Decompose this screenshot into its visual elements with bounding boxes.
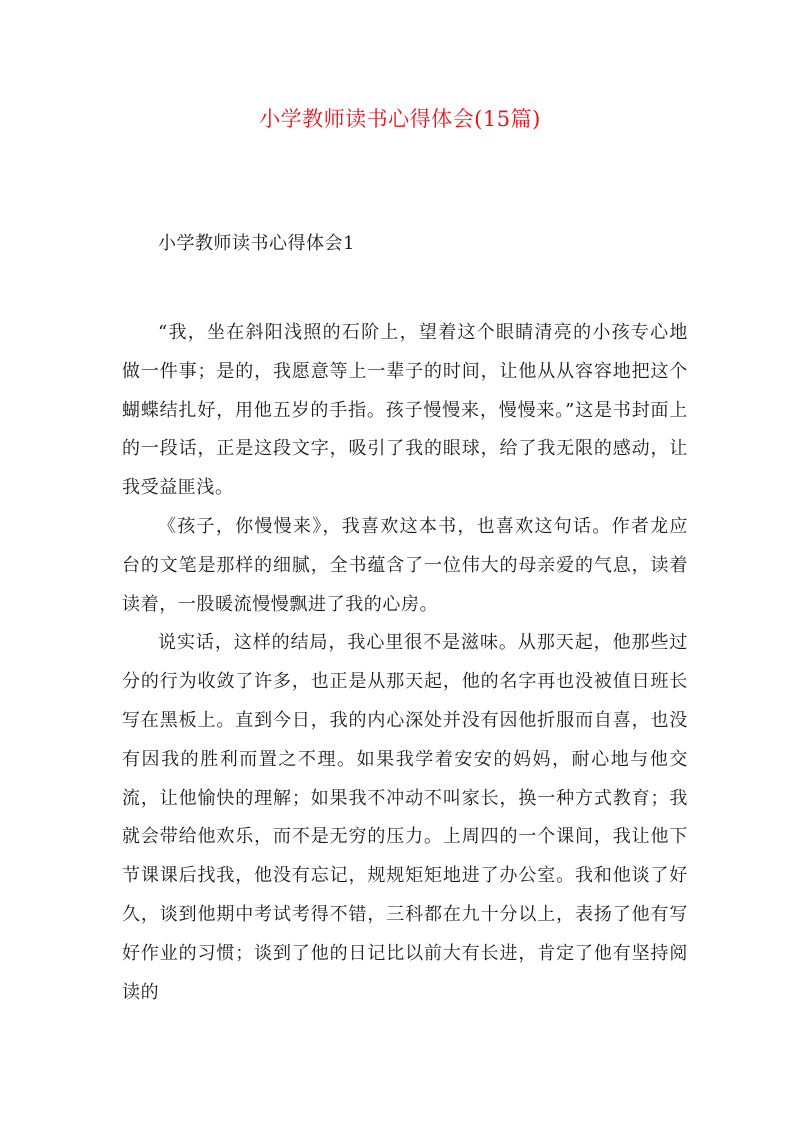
paragraph-1: “我，坐在斜阳浅照的石阶上，望着这个眼睛清亮的小孩专心地做一件事；是的，我愿意等上一辈子的时间，让他从从容容地把这个蝴蝶结扎好，用他五岁的手指。孩子慢慢来，慢慢来。”这是书封面上的一段话，正是这段文字，吸引了我的眼球，给了我无限的感动，让我受益匪浅。 <box>122 322 688 499</box>
paragraph-2: 《孩子，你慢慢来》，我喜欢这本书，也喜欢这句话。作者龙应台的文笔是那样的细腻，全书蕴含了一位伟大的母亲爱的气息，读着读着，一股暖流慢慢飘进了我的心房。 <box>122 515 688 615</box>
document-title: 小学教师读书心得体会(15篇) <box>259 107 541 131</box>
paragraph-3: 说实话，这样的结局，我心里很不是滋味。从那天起，他那些过分的行为收敛了许多，也正是从那天起，他的名字再也没被值日班长写在黑板上。直到今日，我的内心深处并没有因他折服而自喜，也没有因我的胜利而置之不理。如果我学着安安的妈妈，耐心地与他交流，让他愉快的理解；如果我不冲动不叫家长，换一种方式教育；我就会带给他欢乐，而不是无穷的压力。上周四的一个课间，我让他下节课课后找我，他没有忘记，规规矩矩地进了办公室。我和他谈了好久，谈到他期中考试考得不错，三科都在九十分以上，表扬了他有写好作业的习惯；谈到了他的日记比以前大有长进，肯定了他有坚持阅读的 <box>122 632 688 1003</box>
section-heading: 小学教师读书心得体会1 <box>158 233 355 254</box>
body-text <box>122 314 688 1012</box>
